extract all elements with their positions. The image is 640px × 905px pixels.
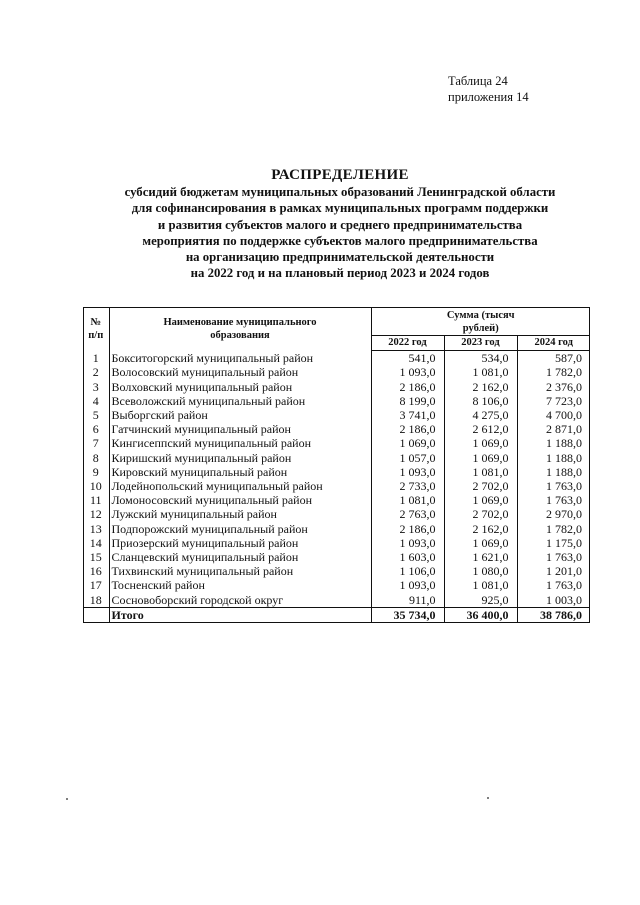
row-number: 6: [83, 422, 109, 436]
table-row: [83, 522, 590, 536]
amount-2023: 925,0: [444, 593, 517, 608]
municipality-name: Выборгский район: [109, 408, 371, 422]
amount-2024: 2 376,0: [546, 379, 582, 394]
municipality-name: Волосовский муниципальный район: [109, 365, 371, 379]
row-number: 15: [83, 550, 109, 564]
amount-2022: 1 093,0: [371, 365, 444, 379]
amount-2024: 2 871,0: [546, 422, 582, 437]
municipality-name: Кингисеппский муниципальный район: [109, 436, 371, 450]
municipality-name: Лодейнопольский муниципальный район: [109, 479, 371, 493]
row-number: 9: [83, 465, 109, 479]
heading-line: мероприятия по поддержке субъектов малого предпринимательства: [142, 233, 538, 248]
amount-2024: 1 782,0: [546, 521, 582, 536]
row-number: 3: [83, 380, 109, 394]
document-heading: [60, 166, 620, 282]
municipality-name: Лужский муниципальный район: [109, 507, 371, 521]
row-number: 7: [83, 436, 109, 450]
row-number: 17: [83, 578, 109, 592]
municipality-name: Бокситогорский муниципальный район: [109, 351, 371, 366]
table-row: [83, 365, 590, 379]
amount-2023: 1 080,0: [444, 564, 517, 578]
heading-line: на организацию предпринимательской деятельности: [185, 250, 495, 265]
amount-2023: 2 612,0: [444, 422, 517, 436]
amount-2023: 1 069,0: [444, 436, 517, 450]
appendix-number: приложения 14: [448, 90, 529, 104]
amount-2024: 1 763,0: [546, 479, 582, 494]
amount-2024: 1 763,0: [546, 493, 582, 508]
amount-2024: 1 003,0: [546, 592, 582, 607]
scan-speck: [487, 797, 489, 799]
amount-2024: 1 763,0: [546, 578, 582, 593]
municipality-name: Сланцевский муниципальный район: [109, 550, 371, 564]
table-row: [83, 351, 590, 366]
distribution-table: [83, 307, 590, 623]
amount-2022: 1 093,0: [371, 578, 444, 592]
total-2024: 38 786,0: [517, 607, 590, 622]
table-row: [83, 507, 590, 521]
amount-2023: 2 702,0: [444, 479, 517, 493]
table-row: [83, 436, 590, 450]
municipality-name: Ломоносовский муниципальный район: [109, 493, 371, 507]
amount-2022: 1 093,0: [371, 465, 444, 479]
row-number: 2: [83, 365, 109, 379]
amount-2023: 1 069,0: [444, 451, 517, 465]
amount-2024: 1 188,0: [546, 436, 582, 451]
column-header-year: 2023 год: [444, 336, 517, 351]
appendix-table-number: Таблица 24: [448, 74, 508, 88]
row-number: 18: [83, 593, 109, 608]
amount-2023: 1 621,0: [444, 550, 517, 564]
table-row: [83, 465, 590, 479]
amount-2023: 1 069,0: [444, 536, 517, 550]
amount-2023: 2 162,0: [444, 380, 517, 394]
document-title: РАСПРЕДЕЛЕНИЕ: [271, 167, 409, 183]
column-header-number: № п/п: [83, 308, 109, 351]
amount-2023: 534,0: [444, 351, 517, 366]
amount-2022: 1 106,0: [371, 564, 444, 578]
amount-2022: 3 741,0: [371, 408, 444, 422]
total-label: Итого: [109, 607, 371, 622]
table-row: [83, 536, 590, 550]
scan-speck: [66, 798, 68, 800]
column-header-sum: Сумма (тысяч рублей): [371, 308, 590, 336]
amount-2022: 2 186,0: [371, 380, 444, 394]
amount-2022: 2 186,0: [371, 422, 444, 436]
row-number: 5: [83, 408, 109, 422]
amount-2023: 1 081,0: [444, 465, 517, 479]
table-row: [83, 564, 590, 578]
amount-2023: 4 275,0: [444, 408, 517, 422]
amount-2022: 1 057,0: [371, 451, 444, 465]
amount-2022: 1 069,0: [371, 436, 444, 450]
municipality-name: Тихвинский муниципальный район: [109, 564, 371, 578]
municipality-name: Гатчинский муниципальный район: [109, 422, 371, 436]
amount-2024: 7 723,0: [546, 393, 582, 408]
table-row: [83, 451, 590, 465]
amount-2023: 2 162,0: [444, 522, 517, 536]
total-2022: 35 734,0: [371, 607, 444, 622]
heading-line: субсидий бюджетам муниципальных образований Ленинградской области: [124, 185, 556, 199]
table-row: [83, 550, 590, 564]
amount-2024: 4 700,0: [546, 408, 582, 423]
column-header-name: Наименование муниципального образования: [109, 308, 371, 351]
amount-2022: 1 081,0: [371, 493, 444, 507]
amount-2023: 2 702,0: [444, 507, 517, 521]
row-number: 12: [83, 507, 109, 521]
municipality-name: Киришский муниципальный район: [109, 451, 371, 465]
amount-2022: 1 093,0: [371, 536, 444, 550]
amount-2022: 2 733,0: [371, 479, 444, 493]
table-row: [83, 422, 590, 436]
amount-2023: 1 081,0: [444, 578, 517, 592]
table-row: [83, 408, 590, 422]
table-row: [83, 593, 590, 608]
amount-2024: 1 763,0: [546, 550, 582, 565]
row-number: 11: [83, 493, 109, 507]
amount-2024: 1 175,0: [546, 535, 582, 550]
amount-2024: 1 201,0: [546, 564, 582, 579]
amount-2022: 1 603,0: [371, 550, 444, 564]
table-row: [83, 380, 590, 394]
row-number: 1: [83, 351, 109, 366]
heading-line: и развития субъектов малого и среднего предпринимательства: [157, 217, 523, 232]
amount-2024: 1 188,0: [546, 464, 582, 479]
table-row: [83, 578, 590, 592]
municipality-name: Тосненский район: [109, 578, 371, 592]
table-row: [83, 479, 590, 493]
municipality-name: Всеволожский муниципальный район: [109, 394, 371, 408]
amount-2024: 1 188,0: [546, 450, 582, 465]
municipality-name: Кировский муниципальный район: [109, 465, 371, 479]
appendix-reference: [448, 73, 529, 105]
amount-2023: 1 069,0: [444, 493, 517, 507]
municipality-name: Подпорожский муниципальный район: [109, 522, 371, 536]
total-2023: 36 400,0: [444, 607, 517, 622]
amount-2022: 8 199,0: [371, 394, 444, 408]
amount-2022: 2 763,0: [371, 507, 444, 521]
row-number: 10: [83, 479, 109, 493]
municipality-name: Приозерский муниципальный район: [109, 536, 371, 550]
amount-2024: 1 782,0: [546, 365, 582, 380]
row-number: 8: [83, 451, 109, 465]
amount-2024: 587,0: [555, 351, 582, 366]
column-header-year: 2024 год: [517, 336, 590, 351]
row-number: 16: [83, 564, 109, 578]
column-header-year: 2022 год: [371, 336, 444, 351]
municipality-name: Сосновоборский городской округ: [109, 593, 371, 608]
row-number: 4: [83, 394, 109, 408]
table-row: [83, 493, 590, 507]
amount-2022: 2 186,0: [371, 522, 444, 536]
amount-2022: 911,0: [371, 593, 444, 608]
table-row: [83, 394, 590, 408]
amount-2023: 8 106,0: [444, 394, 517, 408]
amount-2022: 541,0: [371, 351, 444, 366]
row-number: 13: [83, 522, 109, 536]
amount-2024: 2 970,0: [546, 507, 582, 522]
amount-2023: 1 081,0: [444, 365, 517, 379]
municipality-name: Волховский муниципальный район: [109, 380, 371, 394]
row-number: 14: [83, 536, 109, 550]
heading-line: для софинансирования в рамках муниципальных программ поддержки: [131, 201, 549, 216]
total-row: [83, 607, 590, 622]
heading-line: на 2022 год и на плановый период 2023 и 2024 годов: [190, 266, 490, 281]
